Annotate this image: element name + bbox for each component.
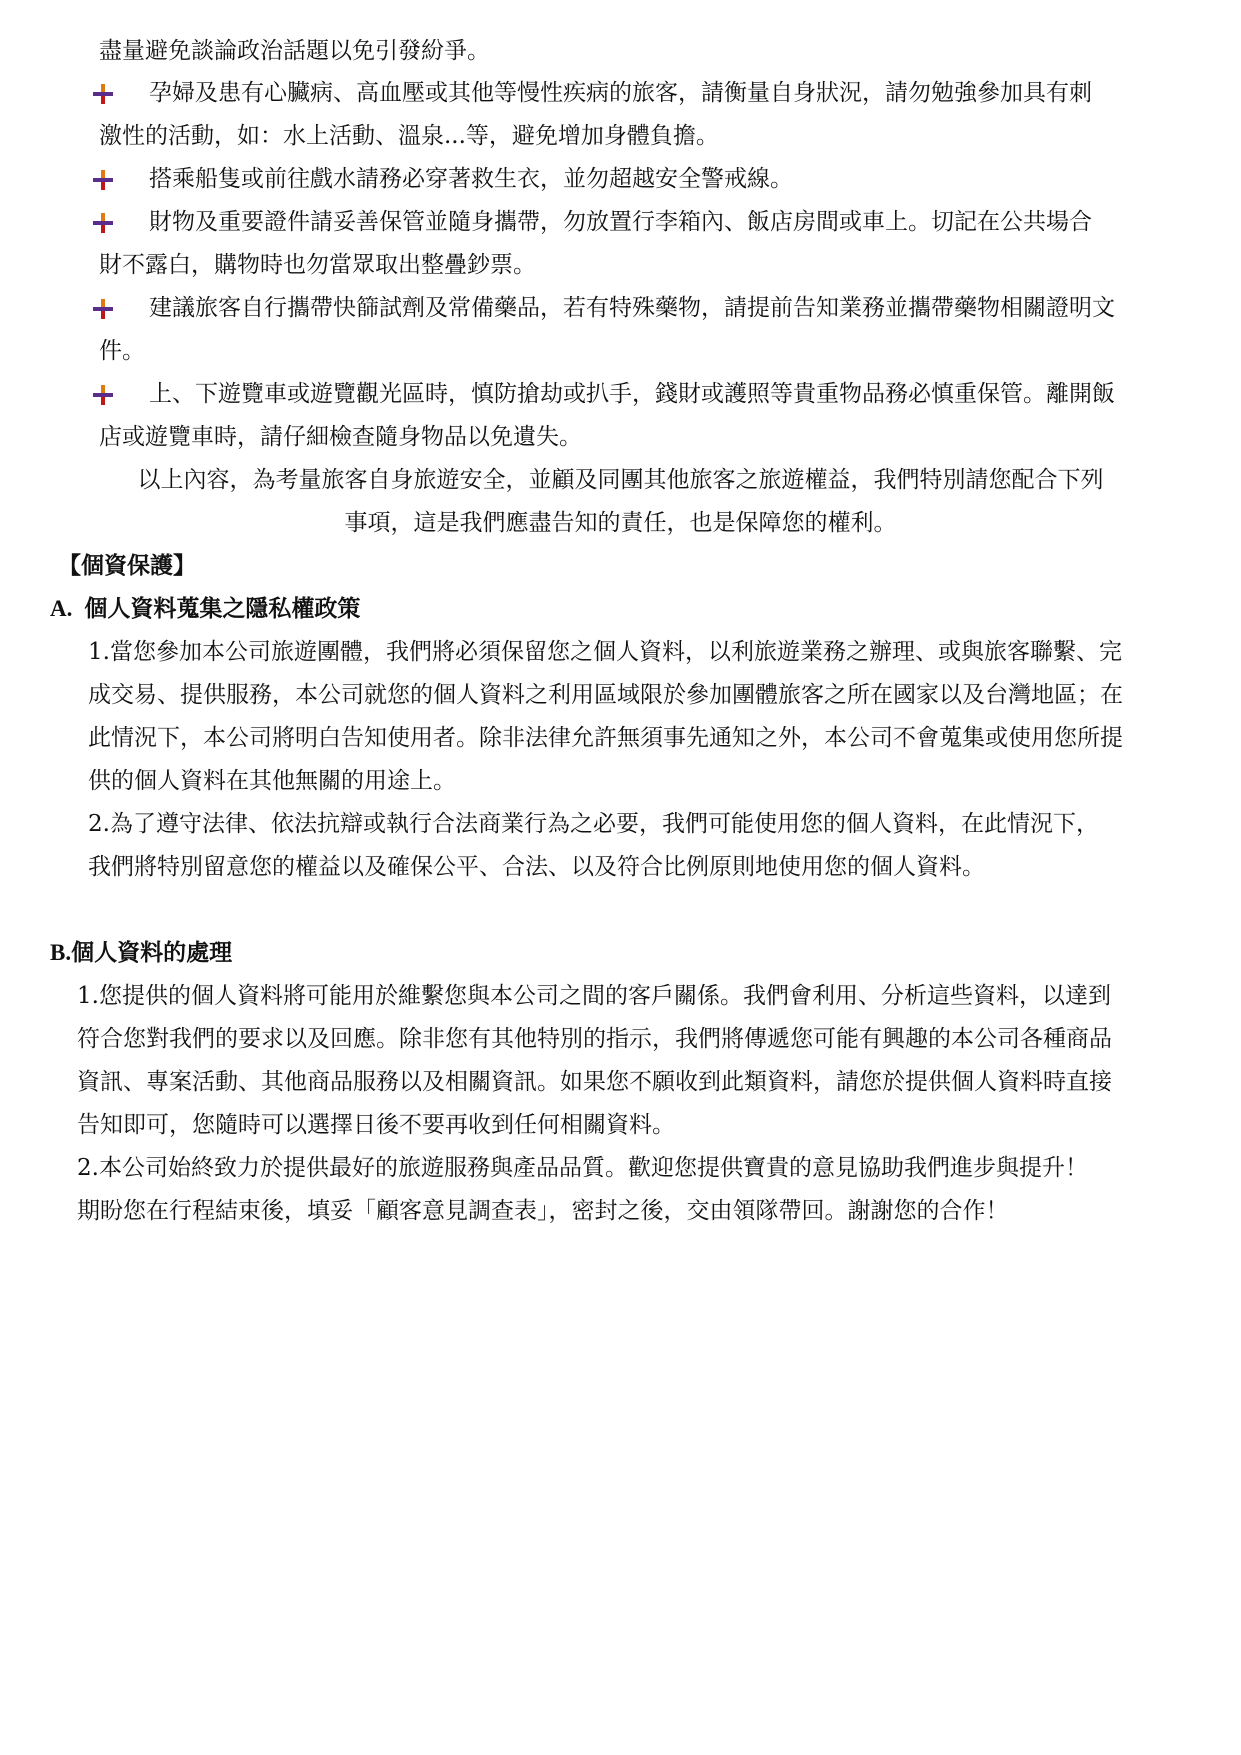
section-a-text: 2.為了遵守法律、依法抗辯或執行合法商業行為之必要，我們可能使用您的個人資料，在此情況下，: [88, 811, 1099, 837]
closing-line1: 以上內容，為考量旅客自身旅遊安全，並顧及同團其他旅客之旅遊權益，我們特別請您配合下列: [137, 467, 1104, 493]
bullet-item-medicine-line1: 建議旅客自行攜帶快篩試劑及常備藥品，若有特殊藥物，請提前告知業務並攜帶藥物相關證明文: [149, 295, 1115, 321]
section-b-title: 個人資料的處理: [71, 939, 233, 966]
section-a-letter: A.: [50, 596, 73, 621]
bullet-item-lifejacket: 搭乘船隻或前往戲水請務必穿著救生衣，並勿超越安全警戒線。: [149, 166, 793, 192]
bullet-item-pregnancy-line1: 孕婦及患有心臟病、高血壓或其他等慢性疾病的旅客，請衡量自身狀況，請勿勉強參加具有刺: [149, 80, 1092, 106]
bullet-icon: [91, 211, 115, 235]
bullet-item-medicine-line2: 件。: [99, 338, 145, 364]
bullet-icon: [91, 82, 115, 106]
bullet-item-theft-line2: 店或遊覽車時，請仔細檢查隨身物品以免遺失。: [99, 424, 582, 450]
bullet-item-theft-line1: 上、下遊覽車或遊覽觀光區時，慎防搶劫或扒手，錢財或護照等貴重物品務必慎重保管。離開飯: [149, 381, 1115, 407]
section-b-text: 資訊、專案活動、其他商品服務以及相關資訊。如果您不願收到此類資料，請您於提供個人資料時直接: [77, 1069, 1112, 1095]
continued-text: 盡量避免談論政治話題以免引發紛爭。: [99, 38, 490, 64]
privacy-title: 【個資保護】: [58, 552, 196, 579]
bullet-item-pregnancy-line2: 激性的活動，如：水上活動、溫泉...等，避免增加身體負擔。: [99, 123, 719, 149]
section-b-text: 2.本公司始終致力於提供最好的旅遊服務與產品品質。歡迎您提供寶貴的意見協助我們進步與提升！: [77, 1155, 1088, 1181]
section-a-heading: [50, 594, 360, 624]
section-b-heading: [50, 938, 232, 968]
section-b-text: 期盼您在行程結束後，填妥「顧客意見調查表」，密封之後，交由領隊帶回。謝謝您的合作！: [77, 1198, 1009, 1224]
section-a-text: 此情況下，本公司將明白告知使用者。除非法律允許無須事先通知之外，本公司不會蒐集或使用您所提: [88, 725, 1123, 751]
section-a-text: 成交易、提供服務，本公司就您的個人資料之利用區域限於參加團體旅客之所在國家以及台灣地區；在: [88, 682, 1123, 708]
section-b-text: 1.您提供的個人資料將可能用於維繫您與本公司之間的客戶關係。我們會利用、分析這些資料，以達到: [77, 983, 1111, 1009]
bullet-icon: [91, 168, 115, 192]
section-a-text: 供的個人資料在其他無關的用途上。: [88, 768, 456, 794]
bullet-icon: [91, 383, 115, 407]
section-a-title: 個人資料蒐集之隱私權政策: [84, 595, 361, 622]
section-a-text: 我們將特別留意您的權益以及確保公平、合法、以及符合比例原則地使用您的個人資料。: [88, 854, 985, 880]
bullet-item-valuables-line2: 財不露白，購物時也勿當眾取出整疊鈔票。: [99, 252, 536, 278]
bullet-icon: [91, 297, 115, 321]
section-a-text: 1.當您參加本公司旅遊團體，我們將必須保留您之個人資料，以利旅遊業務之辦理、或與旅客聯繫、完: [88, 639, 1122, 665]
bullet-item-valuables-line1: 財物及重要證件請妥善保管並隨身攜帶，勿放置行李箱內、飯店房間或車上。切記在公共場合: [149, 209, 1092, 235]
section-b-text: 告知即可，您隨時可以選擇日後不要再收到任何相關資料。: [77, 1112, 675, 1138]
section-b-text: 符合您對我們的要求以及回應。除非您有其他特別的指示，我們將傳遞您可能有興趣的本公司各種商品: [77, 1026, 1112, 1052]
section-b-letter: B.: [50, 940, 72, 965]
closing-line2: 事項，這是我們應盡告知的責任，也是保障您的權利。: [344, 510, 897, 536]
